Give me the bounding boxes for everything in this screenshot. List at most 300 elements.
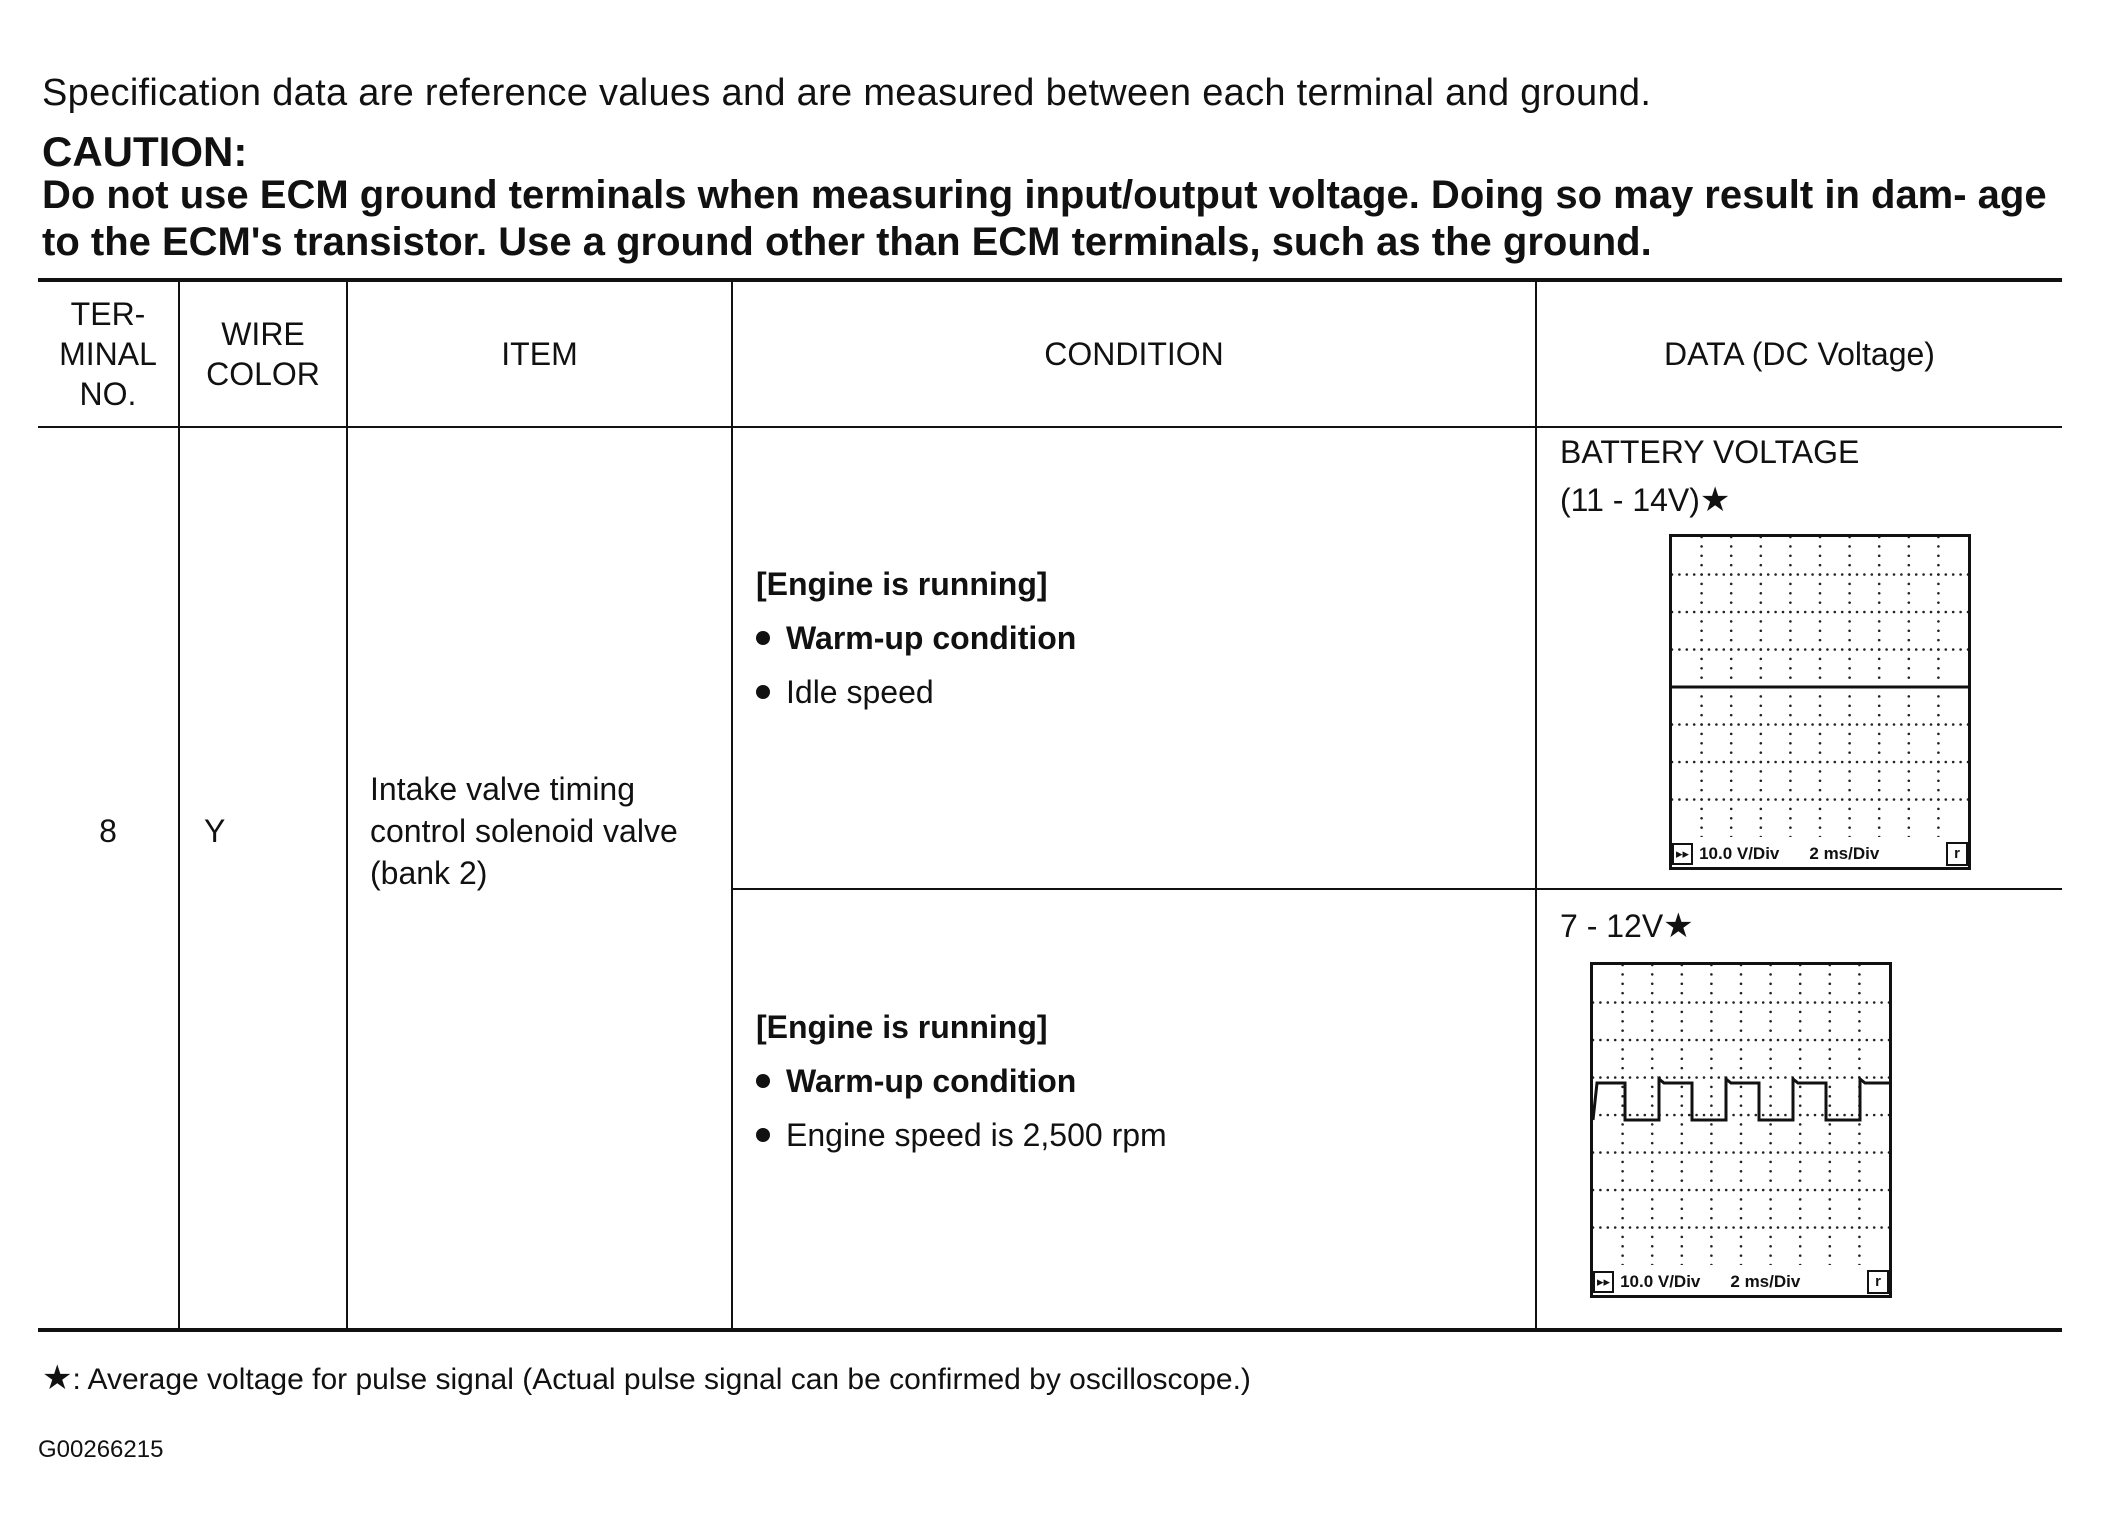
grid-dot: [1740, 1254, 1743, 1257]
grid-dot: [1730, 826, 1733, 829]
grid-dot: [1880, 1076, 1883, 1079]
grid-dot: [1858, 1029, 1861, 1032]
grid-dot: [1908, 611, 1911, 614]
grid-dot: [1814, 1189, 1817, 1192]
grid-dot: [1700, 779, 1703, 782]
grid-dot: [1688, 1114, 1691, 1117]
grid-dot: [1760, 620, 1763, 623]
grid-dot: [1752, 611, 1755, 614]
grid-dot: [1700, 733, 1703, 736]
grid-dot: [1760, 761, 1763, 764]
grid-dot: [1888, 1114, 1889, 1117]
grid-dot: [1848, 620, 1851, 623]
grid-dot: [1829, 1264, 1832, 1265]
grid-dot: [1799, 1217, 1802, 1220]
grid-dot: [1858, 1226, 1861, 1229]
grid-dot: [1878, 620, 1881, 623]
grid-dot: [1843, 1076, 1846, 1079]
grid-dot: [1730, 808, 1733, 811]
grid-dot: [1915, 761, 1918, 764]
grid-dot: [1740, 1104, 1743, 1107]
grid-dot: [1747, 1114, 1750, 1117]
grid-dot: [1922, 798, 1925, 801]
grid-dot: [1888, 1039, 1889, 1042]
grid-dot: [1922, 648, 1925, 651]
grid-dot: [1651, 1114, 1654, 1117]
grid-dot: [1614, 1189, 1617, 1192]
grid-dot: [1703, 1001, 1706, 1004]
grid-dot: [1737, 723, 1740, 726]
grid-dot: [1814, 1076, 1817, 1079]
grid-dot: [1740, 1189, 1743, 1192]
grid-dot: [1908, 779, 1911, 782]
star-icon: ★: [1663, 907, 1694, 945]
grid-dot: [1880, 1151, 1883, 1154]
grid-dot: [1789, 742, 1792, 745]
grid-dot: [1760, 733, 1763, 736]
grid-dot: [1851, 1114, 1854, 1117]
grid-dot: [1644, 1001, 1647, 1004]
grid-dot: [1769, 1151, 1772, 1154]
condition-1-bullet-2: Idle speed: [756, 665, 1516, 719]
grid-dot: [1885, 723, 1888, 726]
grid-dot: [1710, 1151, 1713, 1154]
grid-dot: [1937, 789, 1940, 792]
grid-dot: [1700, 714, 1703, 717]
grid-dot: [1937, 554, 1940, 557]
grid-dot: [1871, 648, 1874, 651]
grid-dot: [1730, 789, 1733, 792]
grid-dot: [1806, 1226, 1809, 1229]
grid-dot: [1651, 1264, 1654, 1265]
grid-dot: [1843, 1001, 1846, 1004]
grid-dot: [1866, 1001, 1869, 1004]
grid-dot: [1829, 1198, 1832, 1201]
grid-dot: [1829, 1011, 1832, 1014]
grid-dot: [1848, 658, 1851, 661]
grid-dot: [1673, 1226, 1676, 1229]
grid-dot: [1848, 611, 1851, 614]
grid-dot: [1858, 1057, 1861, 1060]
grid-dot: [1760, 639, 1763, 642]
col-divider-4: [1535, 280, 1537, 1330]
grid-dot: [1878, 704, 1881, 707]
grid-dot: [1725, 1189, 1728, 1192]
grid-dot: [1799, 1245, 1802, 1248]
grid-dot: [1908, 836, 1911, 837]
grid-dot: [1651, 982, 1654, 985]
grid-dot: [1900, 648, 1903, 651]
grid-dot: [1745, 573, 1748, 576]
grid-dot: [1915, 648, 1918, 651]
grid-dot: [1769, 1067, 1772, 1070]
grid-dot: [1937, 733, 1940, 736]
grid-dot: [1789, 601, 1792, 604]
grid-dot: [1866, 1189, 1869, 1192]
grid-dot: [1908, 704, 1911, 707]
grid-dot: [1908, 826, 1911, 829]
grid-dot: [1730, 537, 1733, 538]
grid-dot: [1799, 1254, 1802, 1257]
grid-dot: [1819, 789, 1822, 792]
grid-dot: [1959, 798, 1962, 801]
grid-dot: [1710, 1198, 1713, 1201]
grid-dot: [1710, 1057, 1713, 1060]
grid-dot: [1740, 1001, 1743, 1004]
grid-dot: [1700, 639, 1703, 642]
grid-dot: [1858, 1132, 1861, 1135]
grid-dot: [1834, 611, 1837, 614]
grid-dot: [1908, 629, 1911, 632]
grid-dot: [1834, 648, 1837, 651]
grid-dot: [1789, 779, 1792, 782]
grid-dot: [1858, 1245, 1861, 1248]
grid-dot: [1730, 639, 1733, 642]
grid-dot: [1819, 658, 1822, 661]
grid-dot: [1848, 537, 1851, 538]
grid-dot: [1893, 611, 1896, 614]
grid-dot: [1723, 761, 1726, 764]
grid-dot: [1829, 1057, 1832, 1060]
grid-dot: [1593, 1189, 1594, 1192]
grid-dot: [1715, 573, 1718, 576]
grid-dot: [1858, 1161, 1861, 1164]
grid-dot: [1848, 629, 1851, 632]
header-condition: CONDITION: [1044, 336, 1224, 372]
grid-dot: [1718, 1076, 1721, 1079]
grid-dot: [1829, 1076, 1832, 1079]
grid-dot: [1843, 1039, 1846, 1042]
grid-dot: [1893, 761, 1896, 764]
grid-dot: [1614, 1114, 1617, 1117]
grid-dot: [1710, 1226, 1713, 1229]
grid-dot: [1819, 808, 1822, 811]
grid-dot: [1937, 667, 1940, 670]
grid-dot: [1900, 573, 1903, 576]
grid-dot: [1851, 1001, 1854, 1004]
grid-dot: [1700, 723, 1703, 726]
grid-dot: [1804, 798, 1807, 801]
grid-dot: [1878, 648, 1881, 651]
grid-dot: [1829, 1086, 1832, 1089]
grid-dot: [1769, 1161, 1772, 1164]
grid-dot: [1760, 704, 1763, 707]
grid-dot: [1930, 611, 1933, 614]
grid-dot: [1922, 573, 1925, 576]
grid-dot: [1747, 1001, 1750, 1004]
grid-dot: [1826, 573, 1829, 576]
grid-dot: [1740, 1114, 1743, 1117]
grid-dot: [1767, 611, 1770, 614]
grid-dot: [1769, 1076, 1772, 1079]
grid-dot: [1821, 1151, 1824, 1154]
grid-dot: [1792, 1151, 1795, 1154]
grid-dot: [1666, 1039, 1669, 1042]
grid-dot: [1708, 723, 1711, 726]
grid-dot: [1666, 1151, 1669, 1154]
grid-dot: [1681, 1104, 1684, 1107]
grid-dot: [1782, 573, 1785, 576]
grid-dot: [1856, 723, 1859, 726]
grid-dot: [1908, 573, 1911, 576]
grid-dot: [1745, 761, 1748, 764]
grid-dot: [1718, 1151, 1721, 1154]
grid-dot: [1908, 620, 1911, 623]
grid-dot: [1678, 761, 1681, 764]
grid-dot: [1651, 1039, 1654, 1042]
grid-dot: [1710, 1123, 1713, 1126]
grid-dot: [1836, 1226, 1839, 1229]
grid-dot: [1821, 1189, 1824, 1192]
grid-dot: [1858, 1207, 1861, 1210]
condition-1-heading: [Engine is running]: [756, 566, 1048, 602]
grid-dot: [1885, 611, 1888, 614]
grid-dot: [1834, 573, 1837, 576]
grid-dot: [1745, 648, 1748, 651]
grid-dot: [1848, 695, 1851, 698]
grid-dot: [1819, 573, 1822, 576]
grid-dot: [1681, 1048, 1684, 1051]
grid-dot: [1700, 601, 1703, 604]
condition-divider: [732, 888, 2062, 890]
grid-dot: [1607, 1039, 1610, 1042]
grid-dot: [1651, 992, 1654, 995]
grid-dot: [1703, 1114, 1706, 1117]
grid-dot: [1937, 648, 1940, 651]
grid-dot: [1848, 789, 1851, 792]
terminal-number: 8: [99, 813, 117, 849]
data-2-line1: 7 - 12V★: [1560, 907, 1694, 945]
grid-dot: [1681, 1217, 1684, 1220]
grid-dot: [1893, 723, 1896, 726]
grid-dot: [1858, 982, 1861, 985]
grid-dot: [1681, 1011, 1684, 1014]
grid-dot: [1681, 1189, 1684, 1192]
grid-dot: [1811, 648, 1814, 651]
grid-dot: [1777, 1151, 1780, 1154]
data-1-text: [1560, 428, 1859, 524]
oscilloscope-2-grid: [1593, 965, 1889, 1265]
grid-dot: [1819, 583, 1822, 586]
col-divider-1: [178, 280, 180, 1330]
grid-dot: [1686, 761, 1689, 764]
grid-dot: [1747, 1226, 1750, 1229]
grid-dot: [1819, 601, 1822, 604]
grid-dot: [1866, 1076, 1869, 1079]
grid-dot: [1681, 1198, 1684, 1201]
grid-dot: [1819, 545, 1822, 548]
grid-dot: [1708, 761, 1711, 764]
grid-dot: [1789, 704, 1792, 707]
grid-dot: [1878, 564, 1881, 567]
grid-dot: [1769, 1104, 1772, 1107]
grid-dot: [1710, 973, 1713, 976]
grid-dot: [1599, 1114, 1602, 1117]
grid-dot: [1799, 1057, 1802, 1060]
grid-dot: [1760, 779, 1763, 782]
grid-dot: [1621, 1161, 1624, 1164]
grid-dot: [1908, 733, 1911, 736]
grid-dot: [1858, 1151, 1861, 1154]
grid-dot: [1915, 723, 1918, 726]
grid-dot: [1723, 611, 1726, 614]
grid-dot: [1784, 1151, 1787, 1154]
grid-dot: [1789, 723, 1792, 726]
header-data: DATA (DC Voltage): [1664, 336, 1935, 372]
grid-dot: [1819, 676, 1822, 679]
grid-dot: [1769, 1170, 1772, 1173]
grid-dot: [1730, 648, 1733, 651]
grid-dot: [1799, 992, 1802, 995]
grid-dot: [1930, 798, 1933, 801]
grid-dot: [1829, 1067, 1832, 1070]
grid-dot: [1681, 1170, 1684, 1173]
grid-dot: [1829, 1189, 1832, 1192]
grid-dot: [1700, 564, 1703, 567]
grid-dot: [1752, 723, 1755, 726]
grid-dot: [1782, 611, 1785, 614]
grid-dot: [1723, 648, 1726, 651]
grid-dot: [1708, 611, 1711, 614]
grid-dot: [1908, 545, 1911, 548]
bullet-icon: [756, 685, 770, 699]
grid-dot: [1769, 1142, 1772, 1145]
grid-dot: [1760, 564, 1763, 567]
grid-dot: [1922, 611, 1925, 614]
grid-dot: [1681, 1067, 1684, 1070]
grid-dot: [1700, 629, 1703, 632]
grid-dot: [1607, 1189, 1610, 1192]
grid-dot: [1752, 648, 1755, 651]
grid-dot: [1686, 723, 1689, 726]
grid-dot: [1789, 554, 1792, 557]
grid-dot: [1769, 1189, 1772, 1192]
grid-dot: [1767, 798, 1770, 801]
grid-dot: [1848, 676, 1851, 679]
grid-dot: [1681, 1076, 1684, 1079]
grid-dot: [1672, 611, 1673, 614]
grid-dot: [1888, 1151, 1889, 1154]
grid-dot: [1863, 648, 1866, 651]
grid-dot: [1688, 1189, 1691, 1192]
grid-dot: [1908, 554, 1911, 557]
grid-dot: [1769, 1198, 1772, 1201]
grid-dot: [1871, 798, 1874, 801]
grid-dot: [1700, 704, 1703, 707]
grid-dot: [1760, 573, 1763, 576]
grid-dot: [1710, 1170, 1713, 1173]
grid-dot: [1681, 973, 1684, 976]
grid-dot: [1937, 537, 1940, 538]
grid-dot: [1730, 611, 1733, 614]
grid-dot: [1651, 1179, 1654, 1182]
grid-dot: [1908, 742, 1911, 745]
grid-dot: [1651, 1020, 1654, 1023]
grid-dot: [1621, 1207, 1624, 1210]
grid-dot: [1804, 723, 1807, 726]
grid-dot: [1740, 1179, 1743, 1182]
grid-dot: [1760, 789, 1763, 792]
grid-dot: [1745, 611, 1748, 614]
grid-dot: [1851, 1189, 1854, 1192]
grid-dot: [1804, 761, 1807, 764]
grid-dot: [1769, 1217, 1772, 1220]
grid-dot: [1814, 1226, 1817, 1229]
grid-dot: [1651, 1011, 1654, 1014]
grid-dot: [1792, 1189, 1795, 1192]
grid-dot: [1673, 1039, 1676, 1042]
grid-dot: [1782, 723, 1785, 726]
grid-dot: [1760, 648, 1763, 651]
table-bottom-border: [38, 1328, 2062, 1332]
grid-dot: [1621, 1020, 1624, 1023]
grid-dot: [1629, 1151, 1632, 1154]
grid-dot: [1769, 1264, 1772, 1265]
grid-dot: [1644, 1226, 1647, 1229]
grid-dot: [1730, 798, 1733, 801]
grid-dot: [1819, 742, 1822, 745]
grid-dot: [1952, 723, 1955, 726]
grid-dot: [1829, 1001, 1832, 1004]
grid-dot: [1708, 798, 1711, 801]
grid-dot: [1799, 1048, 1802, 1051]
grid-dot: [1700, 545, 1703, 548]
grid-dot: [1769, 1254, 1772, 1257]
grid-dot: [1799, 1001, 1802, 1004]
grid-dot: [1789, 836, 1792, 837]
footnote: ★: Average voltage for pulse signal (Actual pulse signal can be confirmed by oscilloscope.): [42, 1359, 1251, 1397]
grid-dot: [1740, 1142, 1743, 1145]
grid-dot: [1774, 648, 1777, 651]
grid-dot: [1937, 751, 1940, 754]
bullet-icon: [756, 1074, 770, 1088]
grid-dot: [1672, 761, 1673, 764]
grid-dot: [1681, 1142, 1684, 1145]
grid-dot: [1789, 639, 1792, 642]
grid-dot: [1937, 620, 1940, 623]
grid-dot: [1829, 1029, 1832, 1032]
grid-dot: [1730, 658, 1733, 661]
grid-dot: [1693, 761, 1696, 764]
grid-dot: [1819, 770, 1822, 773]
grid-dot: [1893, 573, 1896, 576]
grid-dot: [1740, 1076, 1743, 1079]
grid-dot: [1806, 1151, 1809, 1154]
grid-dot: [1799, 1179, 1802, 1182]
grid-dot: [1841, 798, 1844, 801]
grid-dot: [1700, 808, 1703, 811]
grid-dot: [1814, 1039, 1817, 1042]
grid-dot: [1789, 676, 1792, 679]
grid-dot: [1607, 1001, 1610, 1004]
grid-dot: [1789, 611, 1792, 614]
grid-dot: [1937, 798, 1940, 801]
grid-dot: [1819, 667, 1822, 670]
grid-dot: [1804, 573, 1807, 576]
grid-dot: [1915, 798, 1918, 801]
grid-dot: [1848, 761, 1851, 764]
scope-2-volt-div: 10.0 V/Div: [1620, 1272, 1701, 1291]
grid-dot: [1863, 798, 1866, 801]
scope-2-r-button: r: [1867, 1270, 1889, 1294]
grid-dot: [1843, 1114, 1846, 1117]
grid-dot: [1769, 1001, 1772, 1004]
grid-dot: [1789, 826, 1792, 829]
grid-dot: [1789, 592, 1792, 595]
grid-dot: [1789, 695, 1792, 698]
grid-dot: [1959, 611, 1962, 614]
grid-dot: [1821, 1226, 1824, 1229]
